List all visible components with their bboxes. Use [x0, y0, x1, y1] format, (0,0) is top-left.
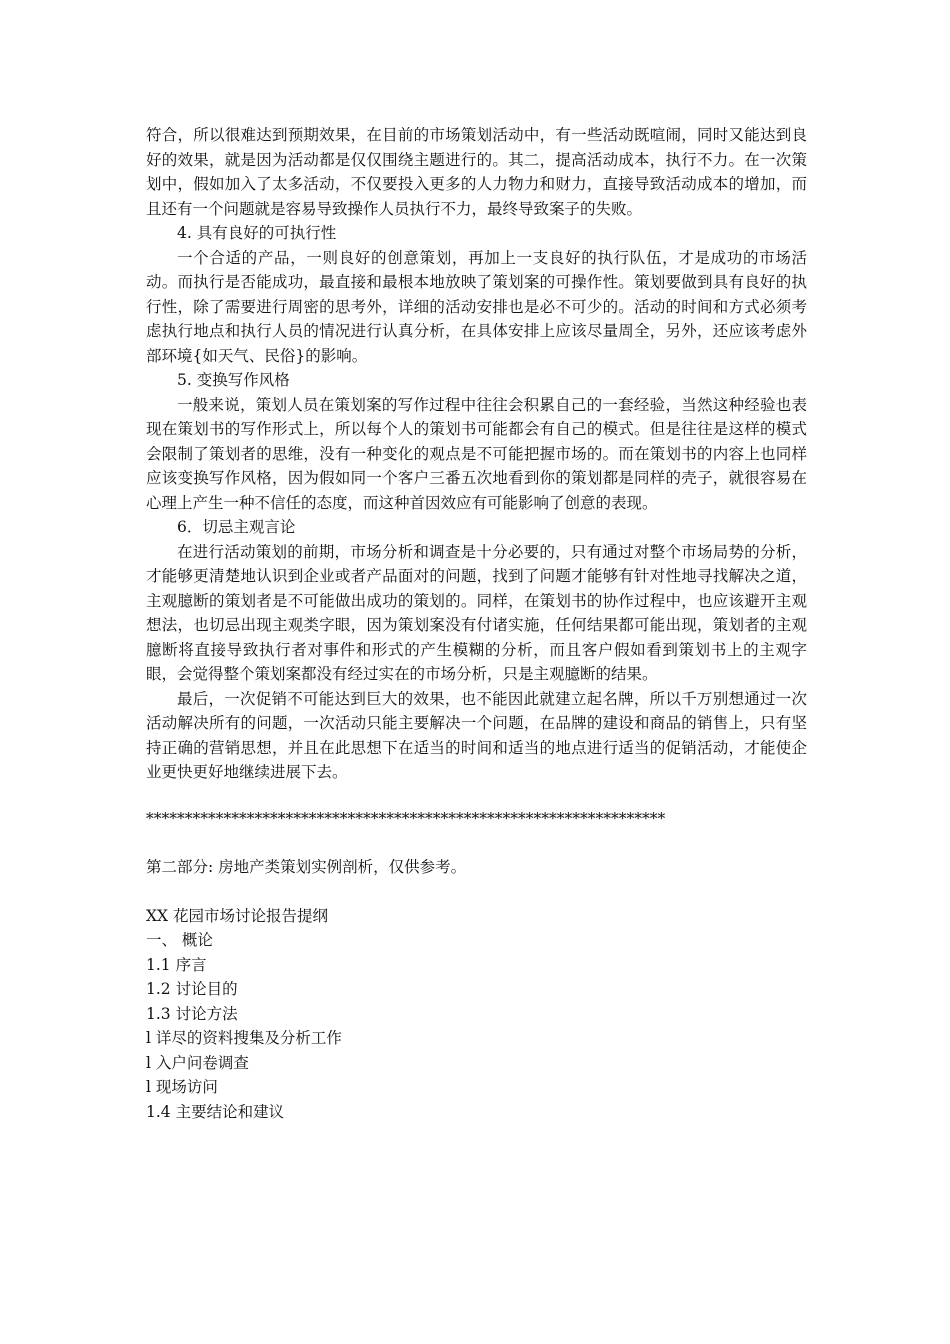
paragraph-avoid-subjectivity: 在进行活动策划的前期，市场分析和调查是十分必要的，只有通过对整个市场局势的分析，才能够更清楚地认识到企业或者产品面对的问题，找到了问题才能够有针对性地寻找解决之道，主观臆断的策划者是不可能做出成功的策划的。同样，在策划书的协作过程中，也应该避开主观想法，也切忌出现主观类字眼，因为策划案没有付诸实施，任何结果都可能出现，策划者的主观臆断将直接导致执行者对事件和形式的产生模糊的分析，而且客户假如看到策划书上的主观字眼，会觉得整个策划案都没有经过实在的市场分析，只是主观臆断的结果。: [146, 542, 807, 683]
outline-item: 1.2 讨论目的: [146, 980, 238, 998]
paragraph-execution-cost: 符合，所以很难达到预期效果，在目前的市场策划活动中，有一些活动既喧闹，同时又能达到良好的效果，就是因为活动都是仅仅围绕主题进行的。其二，提高活动成本，执行不力。在一次策划中，假如加入了太多活动，不仅要投入更多的人力物力和财力，直接导致活动成本的增加，而且还有一个问题就是容易导致操作人员执行不力，最终导致案子的失败。: [146, 126, 807, 218]
outline-item: 1.4 主要结论和建议: [146, 1102, 285, 1121]
outline-item: 一、 概论: [146, 931, 213, 949]
outline-item: 1.3 讨论方法: [146, 1004, 238, 1023]
outline-item: l 详尽的资料搜集及分析工作: [146, 1029, 342, 1047]
heading-writing-style: 5. 变换写作风格: [177, 371, 290, 389]
paragraph-conclusion: 最后，一次促销不可能达到巨大的效果，也不能因此就建立起名牌，所以千万别想通过一次活动解决所有的问题，一次活动只能主要解决一个问题，在品牌的建设和商品的销售上，只有坚持正确的营销思想，并且在此思想下在适当的时间和适当的地点进行适当的促销活动，才能使企业更快更好地继续进展下去。: [146, 689, 807, 781]
paragraph-executability: 一个合适的产品，一则良好的创意策划，再加上一支良好的执行队伍，才是成功的市场活动。而执行是否能成功，最直接和最根本地放映了策划案的可操作性。策划要做到具有良好的执行性，除了需要进行周密的思考外，详细的活动安排也是必不可少的。活动的时间和方式必须考虑执行地点和执行人员的情况进行认真分析，在具体安排上应该尽量周全，另外，还应该考虑外部环境{如天气、民俗}的影响。: [146, 248, 807, 365]
outline-item: 1.1 序言: [146, 955, 207, 974]
heading-executability: 4. 具有良好的可执行性: [177, 224, 337, 242]
heading-avoid-subjectivity: 6．切忌主观言论: [177, 518, 296, 536]
separator-line: *******************************************************************: [146, 809, 666, 828]
outline-item: l 入户问卷调查: [146, 1053, 249, 1072]
part-two-title: 第二部分: 房地产类策划实例剖析，仅供参考。: [146, 858, 467, 876]
outline-title: XX 花园市场讨论报告提纲: [146, 906, 328, 925]
outline-item: l 现场访问: [146, 1078, 218, 1096]
paragraph-writing-style: 一般来说，策划人员在策划案的写作过程中往往会积累自己的一套经验，当然这种经验也表现在策划书的写作形式上，所以每个人的策划书可能都会有自己的模式。但是往往是这样的模式会限制了策划者的思维，没有一种变化的观点是不可能把握市场的。而在策划书的内容上也同样应该变换写作风格，因为假如同一个客户三番五次地看到你的策划都是同样的壳子，就很容易在心理上产生一种不信任的态度，而这种首因效应有可能影响了创意的表现。: [146, 395, 807, 512]
